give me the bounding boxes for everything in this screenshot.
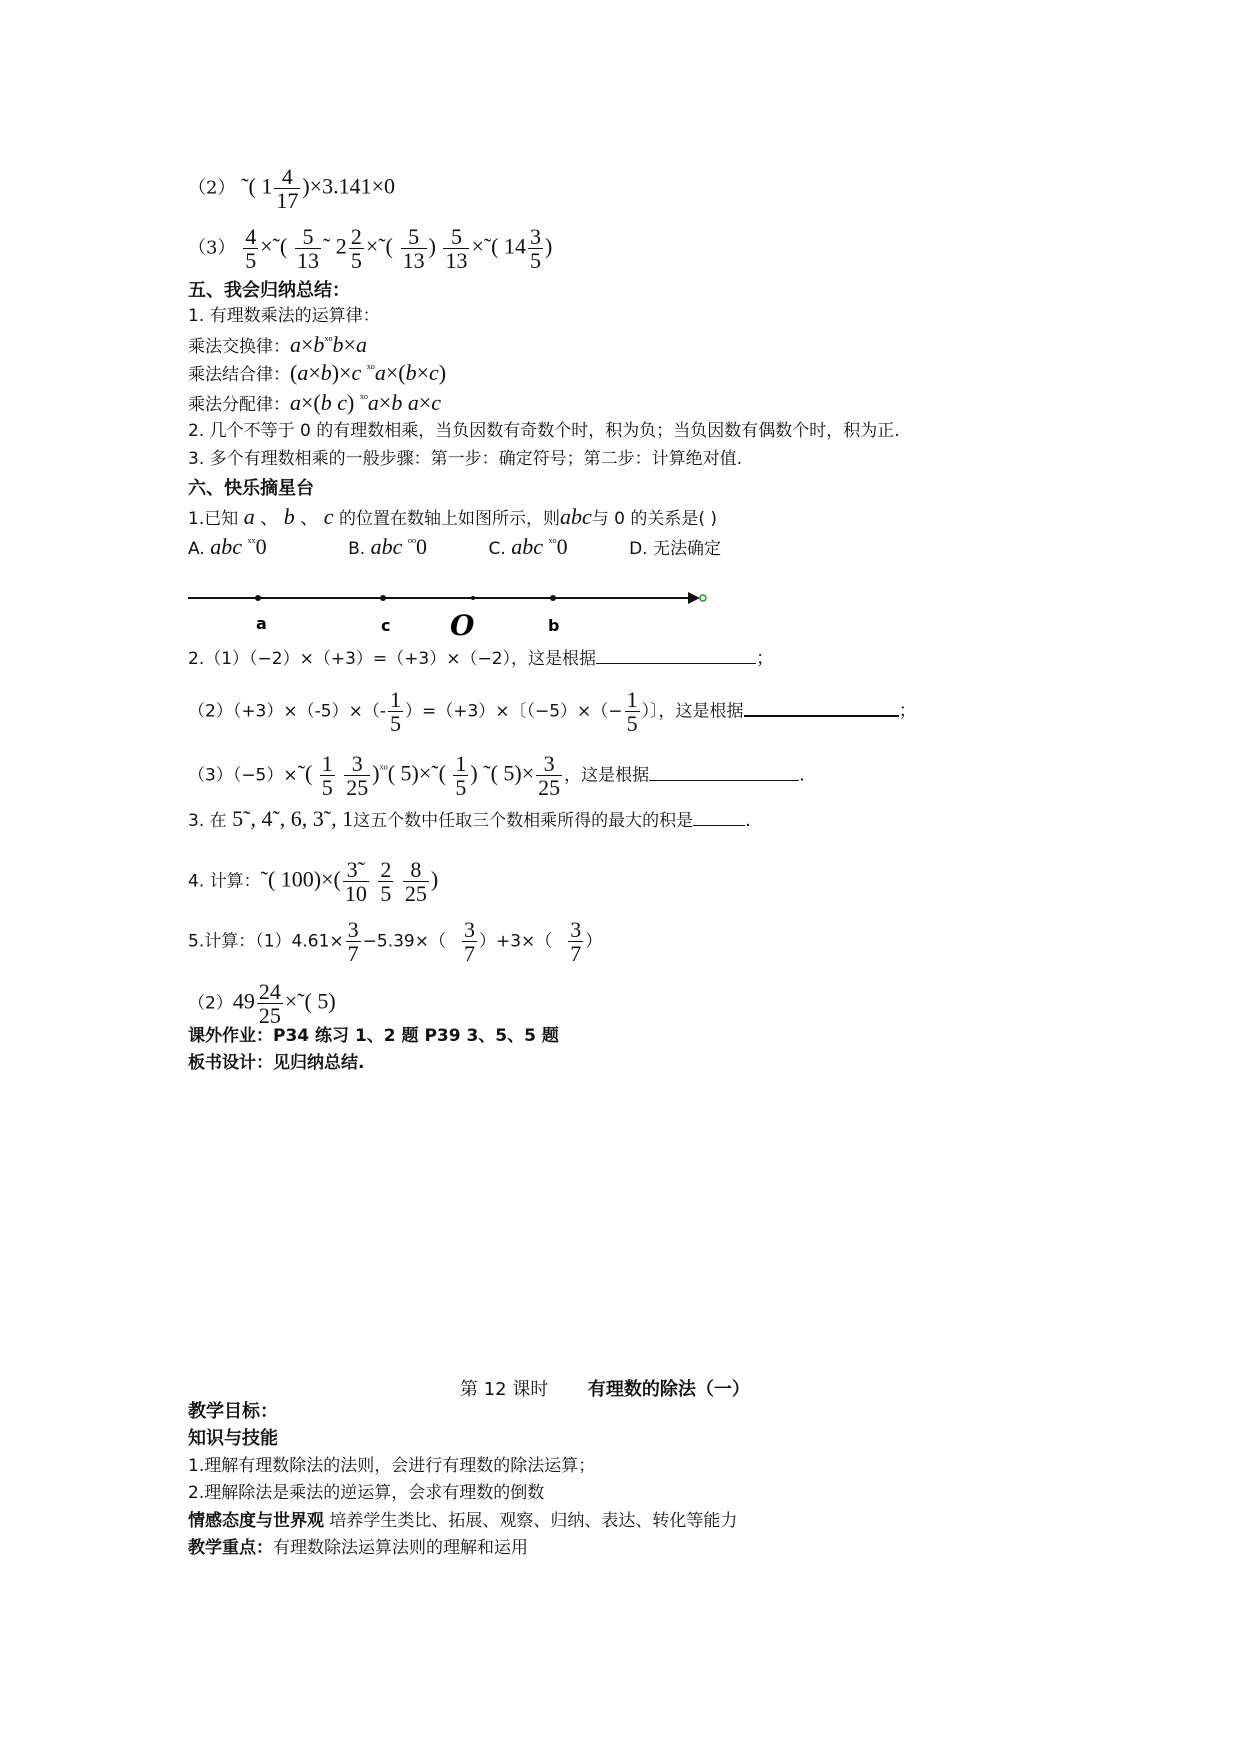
commutative-law: 乘法交换律：$a\times b^{ˣᵒ}b\times a$ [188, 332, 367, 357]
question-4: 4. 计算：˜( 100)×( $\frac{3˜}{10}$ $\frac{2}{5}$ $\frac{8}{25}$ ) [188, 857, 439, 907]
teaching-goal: 教学目标： [188, 1401, 278, 1422]
knowledge-skills: 知识与技能 [188, 1428, 278, 1449]
lesson-number: 第 12 课时 [460, 1379, 549, 1400]
problem-3: （3） $\frac{4}{5}$ ×˜( $\frac{5}{13}$ ˜ 2 $\frac{2}{5}$ ×˜( $\frac{5}{13}$ ) $\frac{5}{13}$ ×˜( 14 $\frac{3}{5}$ ) [188, 224, 553, 274]
emotion-line: 情感态度与世界观 培养学生类比、拓展、观察、归纳、表达、转化等能力 [188, 1511, 738, 1531]
question-3: 3. 在 5˜, 4˜, 6, 3˜, 1这五个数中任取三个数相乘所得的最大的积是 . [188, 806, 751, 831]
point-origin [471, 596, 475, 600]
sec5-line3: 3. 多个有理数相乘的一般步骤：第一步：确定符号；第二步：计算绝对值. [188, 449, 743, 469]
knowledge-1: 1.理解有理数除法的法则，会进行有理数的除法运算； [188, 1456, 596, 1476]
problem-2: （2） ˜( 1 $\frac{4}{17}$ )×3.141×0 [188, 164, 395, 214]
label-o: O [450, 609, 475, 642]
question-2-1: 2.（1）（−2）×（+3）=（+3）×（−2），这是根据 ； [188, 648, 775, 669]
axis-end-dot [700, 595, 706, 601]
point-a [255, 595, 261, 601]
label-c: c [381, 616, 391, 635]
problem-3-label: （3） [188, 237, 236, 259]
sec5-line1: 1. 有理数乘法的运算律： [188, 306, 380, 326]
label-a: a [256, 614, 267, 633]
knowledge-2: 2.理解除法是乘法的逆运算，会求有理数的倒数 [188, 1483, 545, 1503]
question-5-1: 5.计算：（1）4.61× $\frac{3}{7}$ −5.39×（ $\frac{3}{7}$ ）+3×（ $\frac{3}{7}$ ） [188, 917, 603, 967]
question-2-2: （2）（+3）×（-5）×（- $\frac{1}{5}$ ）=（+3）×〔（−5）×（− $\frac{1}{5}$ ）〕，这是根据 ； [188, 687, 917, 737]
sec5-line2: 2. 几个不等于 0 的有理数相乘，当负因数有奇数个时，积为负；当负因数有偶数个时，积为正. [188, 421, 900, 441]
point-b [550, 595, 556, 601]
arrow-icon [688, 592, 700, 604]
problem-2-label: （2） [188, 177, 236, 199]
question-5-2: （2）49 $\frac{24}{25}$ ×˜( 5) [188, 979, 336, 1029]
number-line [188, 585, 708, 645]
distributive-law: 乘法分配律：a×(b c) $^{ˣᵒ}$a×b a×c [188, 390, 442, 415]
lesson-heading [460, 1375, 750, 1401]
point-c [380, 595, 386, 601]
section-5-title: 五、我会归纳总结： [188, 280, 350, 301]
lesson-title: 有理数的除法（一） [587, 1379, 750, 1400]
question-1: 1.已知 a 、 b 、 c 的位置在数轴上如图所示，则abc与 0 的关系是( ) [188, 504, 718, 529]
associative-law: 乘法结合律：(a×b)×c $^{ˣᵒ}$a×(b×c) [188, 360, 447, 385]
key-points: 教学重点：有理数除法运算法则的理解和运用 [188, 1538, 528, 1558]
board-design: 板书设计：见归纳总结. [188, 1053, 365, 1073]
label-b: b [548, 616, 560, 635]
homework: 课外作业：P34 练习 1、2 题 P39 3、5、5 题 [188, 1026, 559, 1046]
question-2-3: （3）（−5）×˜( $\frac{1}{5}$ $\frac{3}{25}$ )$^{ˣᵒ}$( 5)×˜( $\frac{1}{5}$ ) ˜( 5)× $\frac{3}{25}$ ，这是根据 . [188, 751, 805, 801]
section-6-title: 六、快乐摘星台 [188, 478, 314, 499]
question-1-options: A. abc $^{ˣˣ}$0 B. abc $^{ᵒᵒ}$0 C. abc $^{ˣᵒ}$0 D. 无法确定 [188, 534, 721, 559]
